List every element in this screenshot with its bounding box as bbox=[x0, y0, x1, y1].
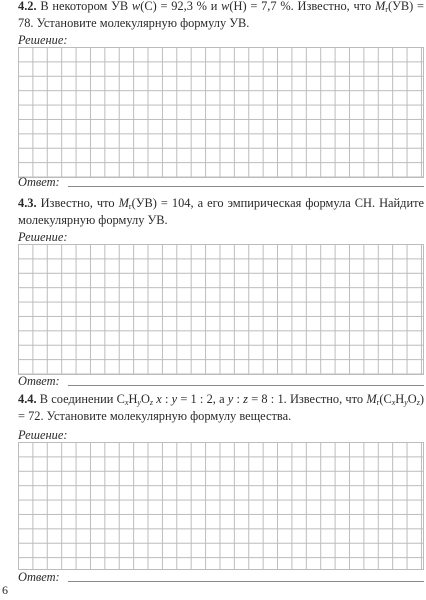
answer-label: Ответ: bbox=[18, 175, 60, 189]
solution-grid-4-4[interactable] bbox=[18, 442, 424, 570]
answer-label: Ответ: bbox=[18, 374, 60, 388]
problem-number: 4.3. bbox=[18, 196, 37, 210]
problem-4-3-text: 4.3. Известно, что $M_r(УВ) = 104$, а его эмпирическая формула СН. Найдите молекулярную формулу УВ. bbox=[18, 196, 424, 227]
solution-label: Решение: bbox=[18, 33, 68, 47]
problem-4-2-text: 4.2. В некотором УВ w(С) = 92,3 % и w(Н) = 7,7 %. Известно, что $M_r(УВ) = 78$. Установите молекулярную формулу УВ. bbox=[18, 0, 424, 30]
solution-grid-4-2[interactable] bbox=[18, 47, 424, 178]
problem-number: 4.2. bbox=[18, 0, 37, 13]
answer-row-4-3 bbox=[18, 374, 424, 388]
answer-line[interactable] bbox=[68, 186, 424, 187]
solution-label: Решение: bbox=[18, 428, 68, 442]
solution-grid-4-3[interactable] bbox=[18, 244, 424, 375]
problem-4-4-text: 4.4. В соединении $С_xН_yО_z$ x : y = 1 : 2, а y : z = 8 : 1. Известно, что $M_r(С_xН_yО_z) = 72$. Установите молекулярную формулу вещества. bbox=[18, 392, 424, 423]
answer-row-4-2 bbox=[18, 175, 424, 189]
page-number: 6 bbox=[2, 583, 8, 597]
answer-line[interactable] bbox=[68, 581, 424, 582]
answer-label: Ответ: bbox=[18, 570, 60, 584]
solution-label: Решение: bbox=[18, 230, 68, 244]
problem-number: 4.4. bbox=[18, 392, 37, 406]
answer-row-4-4 bbox=[18, 570, 424, 584]
answer-line[interactable] bbox=[68, 385, 424, 386]
